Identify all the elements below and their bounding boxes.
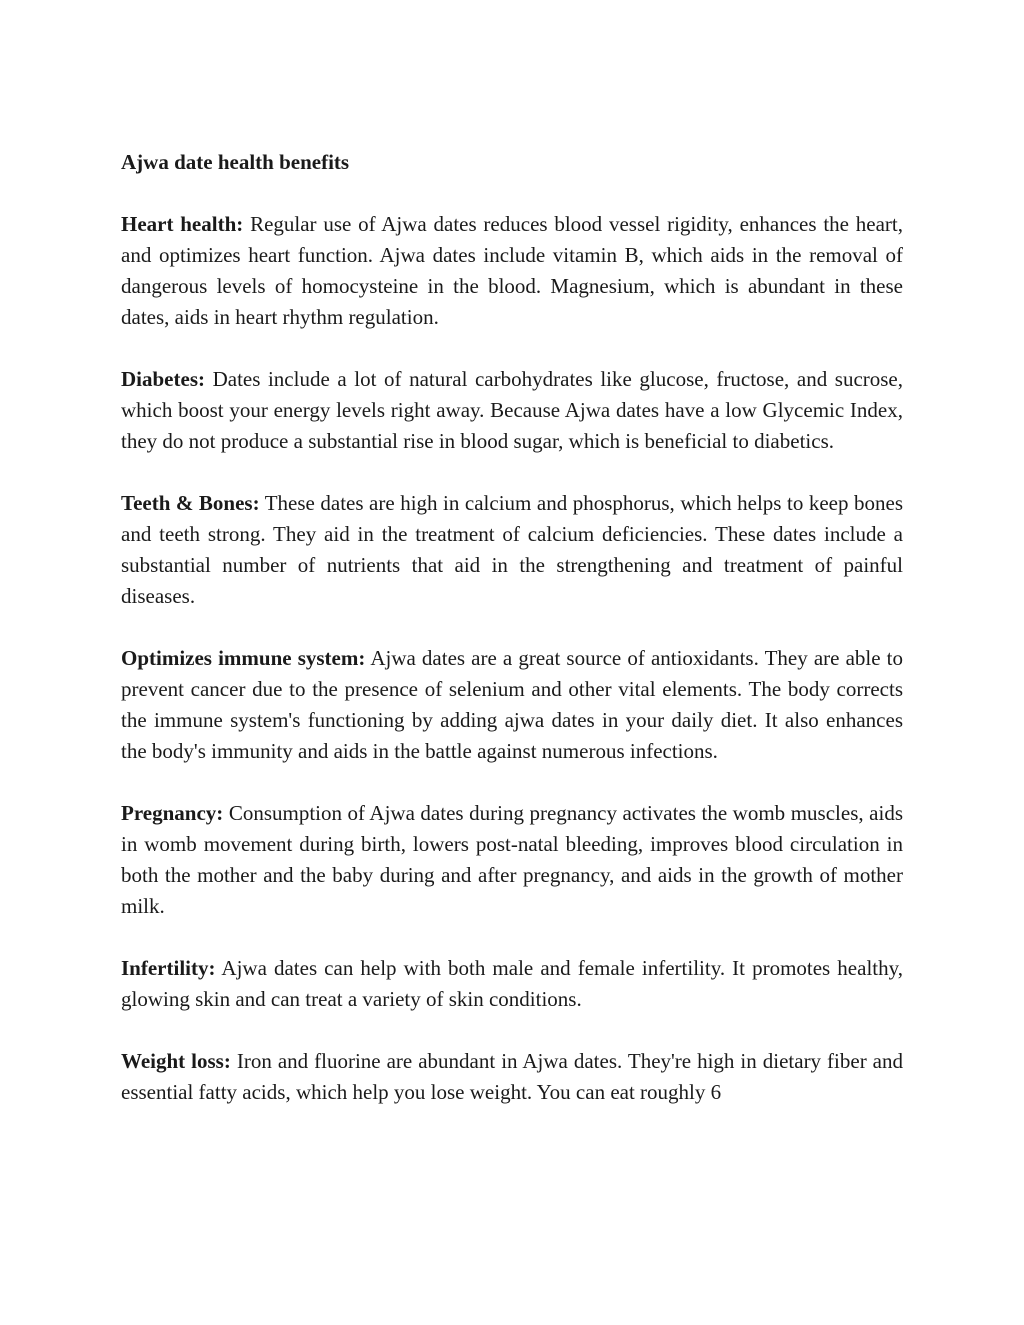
- section-teeth-bones: [121, 488, 903, 612]
- section-immune-system: [121, 643, 903, 767]
- section-body: Iron and fluorine are abundant in Ajwa dates. They're high in dietary fiber and essential fatty acids, which help you lose weight. You can eat roughly 6: [121, 1049, 904, 1104]
- section-infertility: [121, 953, 903, 1015]
- section-heading: Heart health:: [121, 212, 244, 236]
- section-weight-loss: [121, 1046, 903, 1108]
- section-heading: Optimizes immune system:: [121, 646, 366, 670]
- section-heading: Infertility:: [121, 956, 216, 980]
- section-heading: Pregnancy:: [121, 801, 224, 825]
- section-heading: Diabetes:: [121, 367, 205, 391]
- document-page: [121, 147, 903, 1139]
- section-heading: Teeth & Bones:: [121, 491, 260, 515]
- section-diabetes: [121, 364, 903, 457]
- section-body: Ajwa dates can help with both male and female infertility. It promotes healthy, glowing skin and can treat a variety of skin conditions.: [121, 956, 903, 1011]
- section-body: Dates include a lot of natural carbohydrates like glucose, fructose, and sucrose, which boost your energy levels right away. Because Ajwa dates have a low Glycemic Index, they do not produce a substantial rise in blood sugar, which is beneficial to diabetics.: [121, 367, 904, 453]
- section-body: Regular use of Ajwa dates reduces blood vessel rigidity, enhances the heart, and optimizes heart function. Ajwa dates include vitamin B, which aids in the removal of dangerous levels of homocysteine in the blood. Magnesium, which is abundant in these dates, aids in heart rhythm regulation.: [121, 212, 903, 329]
- section-body: Ajwa dates are a great source of antioxidants. They are able to prevent cancer due to the presence of selenium and other vital elements. The body corrects the immune system's functioning by adding ajwa dates in your daily diet. It also enhances the body's immunity and aids in the battle against numerous infections.: [121, 646, 903, 763]
- document-title: Ajwa date health benefits: [121, 150, 350, 174]
- section-heading: Weight loss:: [121, 1049, 231, 1073]
- section-heart-health: [121, 209, 903, 333]
- section-body: Consumption of Ajwa dates during pregnancy activates the womb muscles, aids in womb movement during birth, lowers post-natal bleeding, improves blood circulation in both the mother and the baby during and after pregnancy, and aids in the growth of mother milk.: [121, 801, 903, 918]
- section-pregnancy: [121, 798, 903, 922]
- section-body: These dates are high in calcium and phosphorus, which helps to keep bones and teeth strong. They aid in the treatment of calcium deficiencies. These dates include a substantial number of nutrients that aid in the strengthening and treatment of painful diseases.: [121, 491, 903, 608]
